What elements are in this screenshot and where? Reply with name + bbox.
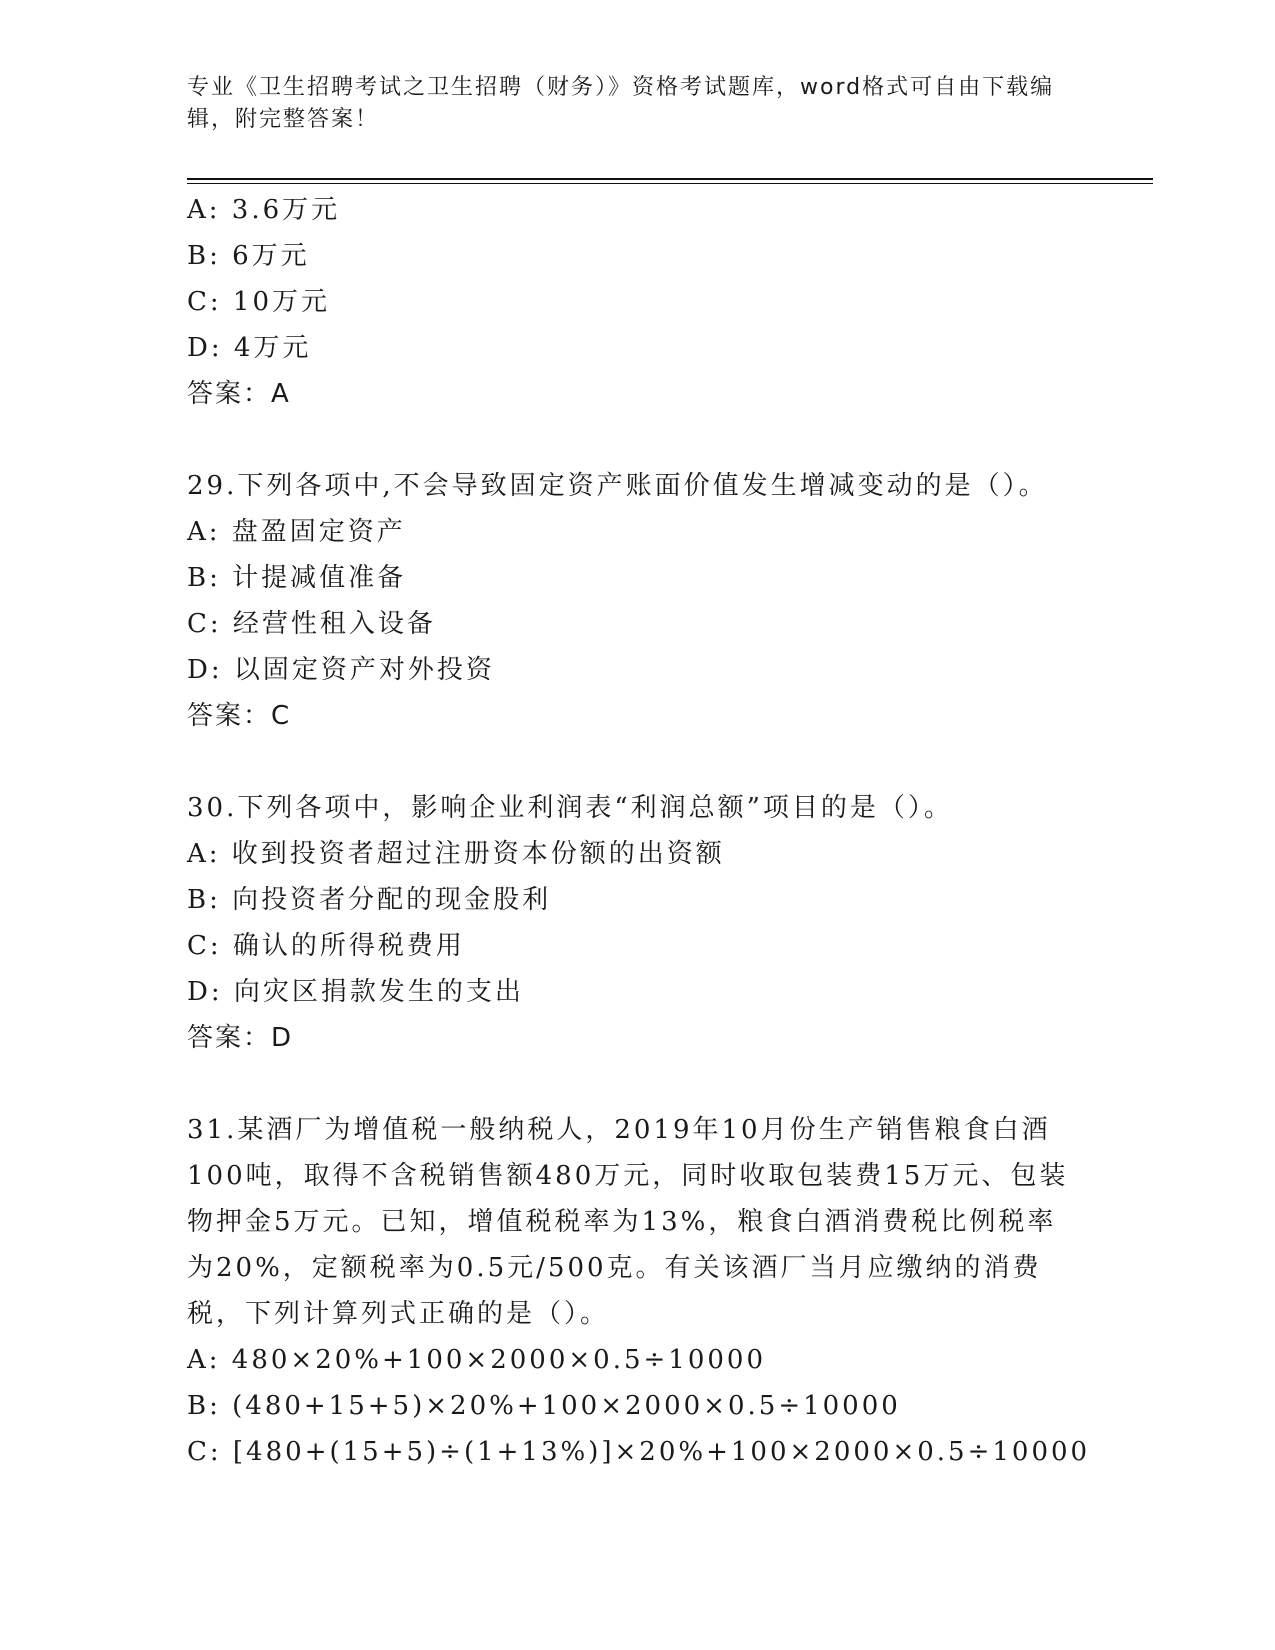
option-a: A: 盘盈固定资产 (187, 517, 406, 547)
document-header (187, 72, 1087, 136)
question-stem-line-3: 物押金5万元。已知，增值税税率为13%，粮食白酒消费税比例税率 (187, 1207, 1057, 1237)
answer-line: 答案：C (187, 701, 292, 731)
option-c: C: 经营性租入设备 (187, 609, 436, 639)
question-stem-line-4: 为20%，定额税率为0.5元/500克。有关该酒厂当月应缴纳的消费 (187, 1253, 1042, 1283)
option-a: A: 480×20%+100×2000×0.5÷10000 (187, 1345, 766, 1375)
question-stem-line-1: 31.某酒厂为增值税一般纳税人，2019年10月份生产销售粮食白酒 (187, 1115, 1051, 1145)
answer-line: 答案：D (187, 1023, 294, 1053)
question-30 (187, 785, 1087, 1061)
question-list (187, 187, 1091, 1475)
question-stem: 30.下列各项中，影响企业利润表“利润总额”项目的是（）。 (187, 793, 953, 823)
option-c: C: [480+(15+5)÷(1+13%)]×20%+100×2000×0.5÷10000 (187, 1437, 1091, 1467)
question-stem: 29.下列各项中,不会导致固定资产账面价值发生增减变动的是（）。 (187, 471, 1048, 501)
option-d: D: 4万元 (187, 333, 312, 363)
spacer (187, 739, 1087, 785)
option-b: B: 6万元 (187, 241, 310, 271)
header-title: 专业《卫生招聘考试之卫生招聘（财务）》资格考试题库，word格式可自由下载编辑，附完整答案！ (187, 75, 1055, 132)
option-b: B: 向投资者分配的现金股利 (187, 885, 552, 915)
option-a: A: 收到投资者超过注册资本份额的出资额 (187, 839, 725, 869)
question-29 (187, 463, 1087, 739)
option-b: B: 计提减值准备 (187, 563, 407, 593)
option-c: C: 10万元 (187, 287, 331, 317)
option-a: A: 3.6万元 (187, 195, 341, 225)
question-28 (187, 187, 1087, 417)
option-b: B: (480+15+5)×20%+100×2000×0.5÷10000 (187, 1391, 901, 1421)
option-d: D: 以固定资产对外投资 (187, 655, 495, 685)
option-c: C: 确认的所得税费用 (187, 931, 465, 961)
question-stem-line-2: 100吨，取得不含税销售额480万元，同时收取包装费15万元、包装 (187, 1161, 1069, 1191)
question-stem-line-5: 税，下列计算列式正确的是（）。 (187, 1299, 610, 1329)
answer-line: 答案：A (187, 379, 291, 409)
spacer (187, 417, 1087, 463)
header-divider-thin (187, 183, 1153, 184)
question-31 (187, 1107, 1091, 1475)
header-divider-thick (187, 178, 1153, 180)
spacer (187, 1061, 1087, 1107)
option-d: D: 向灾区捐款发生的支出 (187, 977, 524, 1007)
